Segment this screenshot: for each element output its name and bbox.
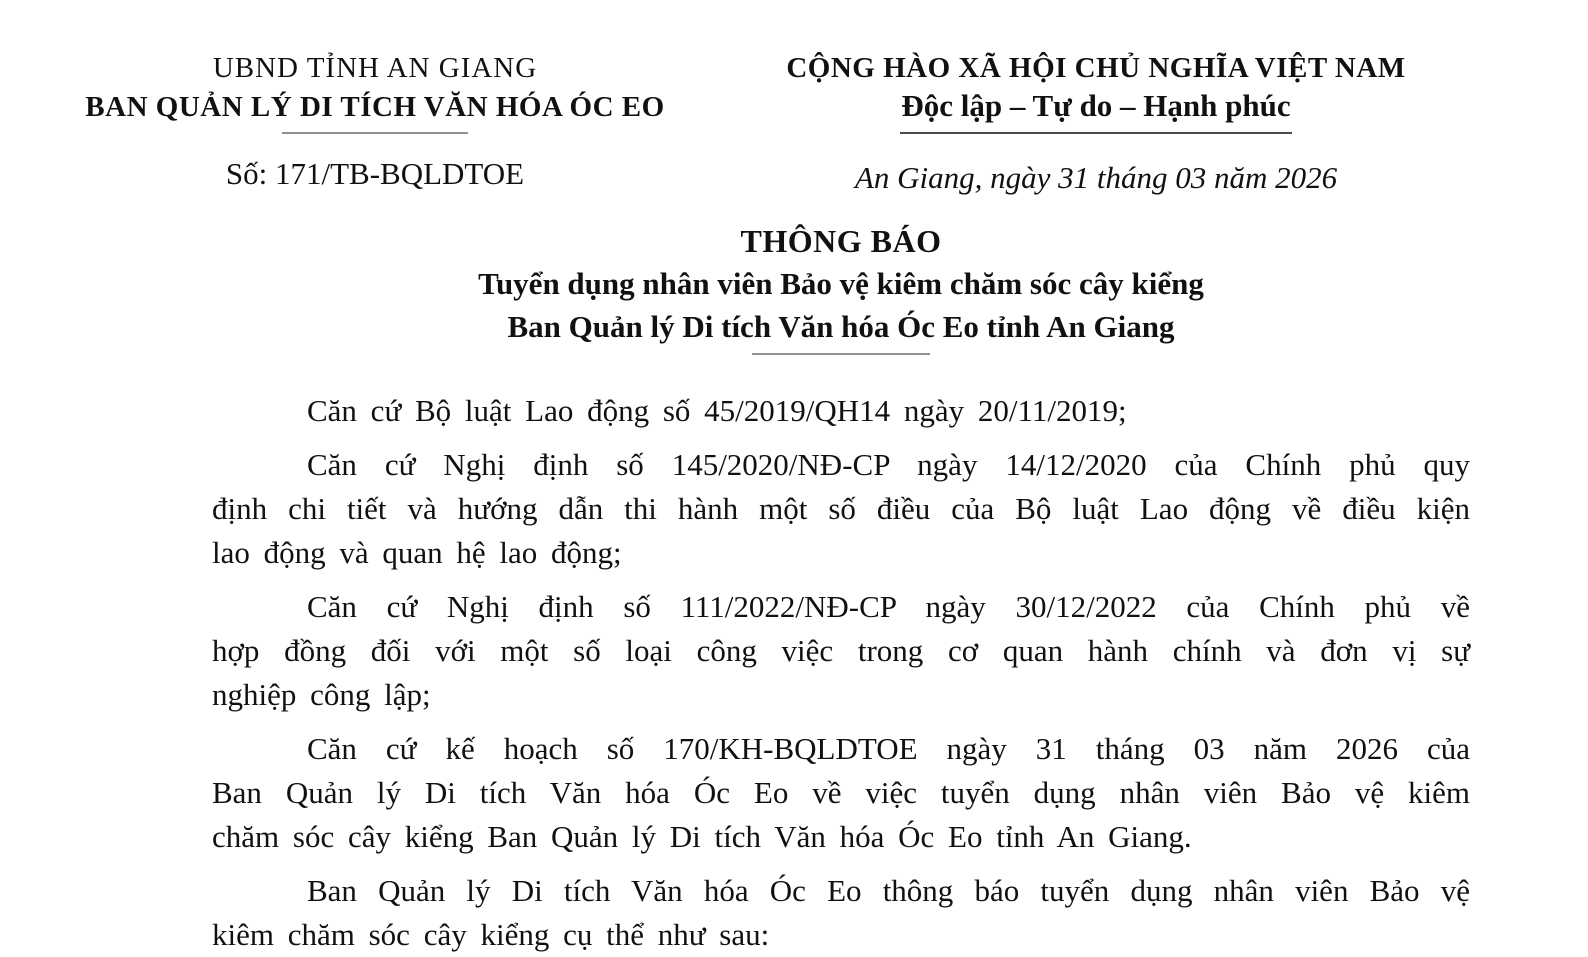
paragraph-line: nghiệp công lập; xyxy=(212,677,431,712)
document-header xyxy=(0,50,1588,198)
place-date-line: An Giang, ngày 31 tháng 03 năm 2026 xyxy=(854,160,1338,195)
national-motto-block xyxy=(756,50,1436,198)
paragraph-line: Căn cứ kế hoạch số 170/KH-BQLDTOE ngày 31 tháng 03 năm 2026 của xyxy=(307,731,1470,766)
national-title: CỘNG HÀO XÃ HỘI CHỦ NGHĨA VIỆT NAM xyxy=(786,52,1406,84)
title-underline xyxy=(752,353,930,355)
paragraph-line: Ban Quản lý Di tích Văn hóa Óc Eo thông báo tuyển dụng nhân viên Bảo vệ xyxy=(307,873,1470,908)
document-title: THÔNG BÁO xyxy=(740,223,942,259)
national-motto: Độc lập – Tự do – Hạnh phúc xyxy=(901,88,1291,123)
document-number: Số: 171/TB-BQLDTOE xyxy=(225,156,525,191)
paragraph-line: hợp đồng đối với một số loại công việc trong cơ quan hành chính và đơn vị sự xyxy=(212,633,1470,668)
document-subtitle-line2: Ban Quản lý Di tích Văn hóa Óc Eo tỉnh An Giang xyxy=(507,309,1175,344)
paragraph xyxy=(212,585,1470,717)
paragraph-line: Căn cứ Bộ luật Lao động số 45/2019/QH14 ngày 20/11/2019; xyxy=(307,393,1127,428)
paragraph-line: Căn cứ Nghị định số 111/2022/NĐ-CP ngày 30/12/2022 của Chính phủ về xyxy=(307,589,1470,624)
paragraph-line: lao động và quan hệ lao động; xyxy=(212,535,622,570)
paragraph xyxy=(212,443,1470,575)
paragraph-line: Ban Quản lý Di tích Văn hóa Óc Eo về việc tuyển dụng nhân viên Bảo vệ kiêm xyxy=(212,775,1470,810)
issuing-agency-block xyxy=(30,50,720,194)
document-body xyxy=(212,389,1470,957)
paragraph-line: kiêm chăm sóc cây kiểng cụ thể như sau: xyxy=(212,917,770,952)
paragraph-line: chăm sóc cây kiểng Ban Quản lý Di tích Văn hóa Óc Eo tỉnh An Giang. xyxy=(212,819,1192,854)
org-name: BAN QUẢN LÝ DI TÍCH VĂN HÓA ÓC EO xyxy=(85,91,665,123)
org-name-underline xyxy=(282,132,468,134)
motto-underline xyxy=(900,132,1292,134)
paragraph-line: định chi tiết và hướng dẫn thi hành một số điều của Bộ luật Lao động về điều kiện xyxy=(212,491,1470,526)
paragraph xyxy=(212,389,1470,433)
document-subtitle-line1: Tuyển dụng nhân viên Bảo vệ kiêm chăm sóc cây kiểng xyxy=(478,266,1204,301)
document-title-block xyxy=(212,220,1470,355)
paragraph xyxy=(212,727,1470,859)
paragraph-line: Căn cứ Nghị định số 145/2020/NĐ-CP ngày 14/12/2020 của Chính phủ quy xyxy=(307,447,1470,482)
parent-org-name: UBND TỈNH AN GIANG xyxy=(212,52,538,84)
paragraph xyxy=(212,869,1470,957)
